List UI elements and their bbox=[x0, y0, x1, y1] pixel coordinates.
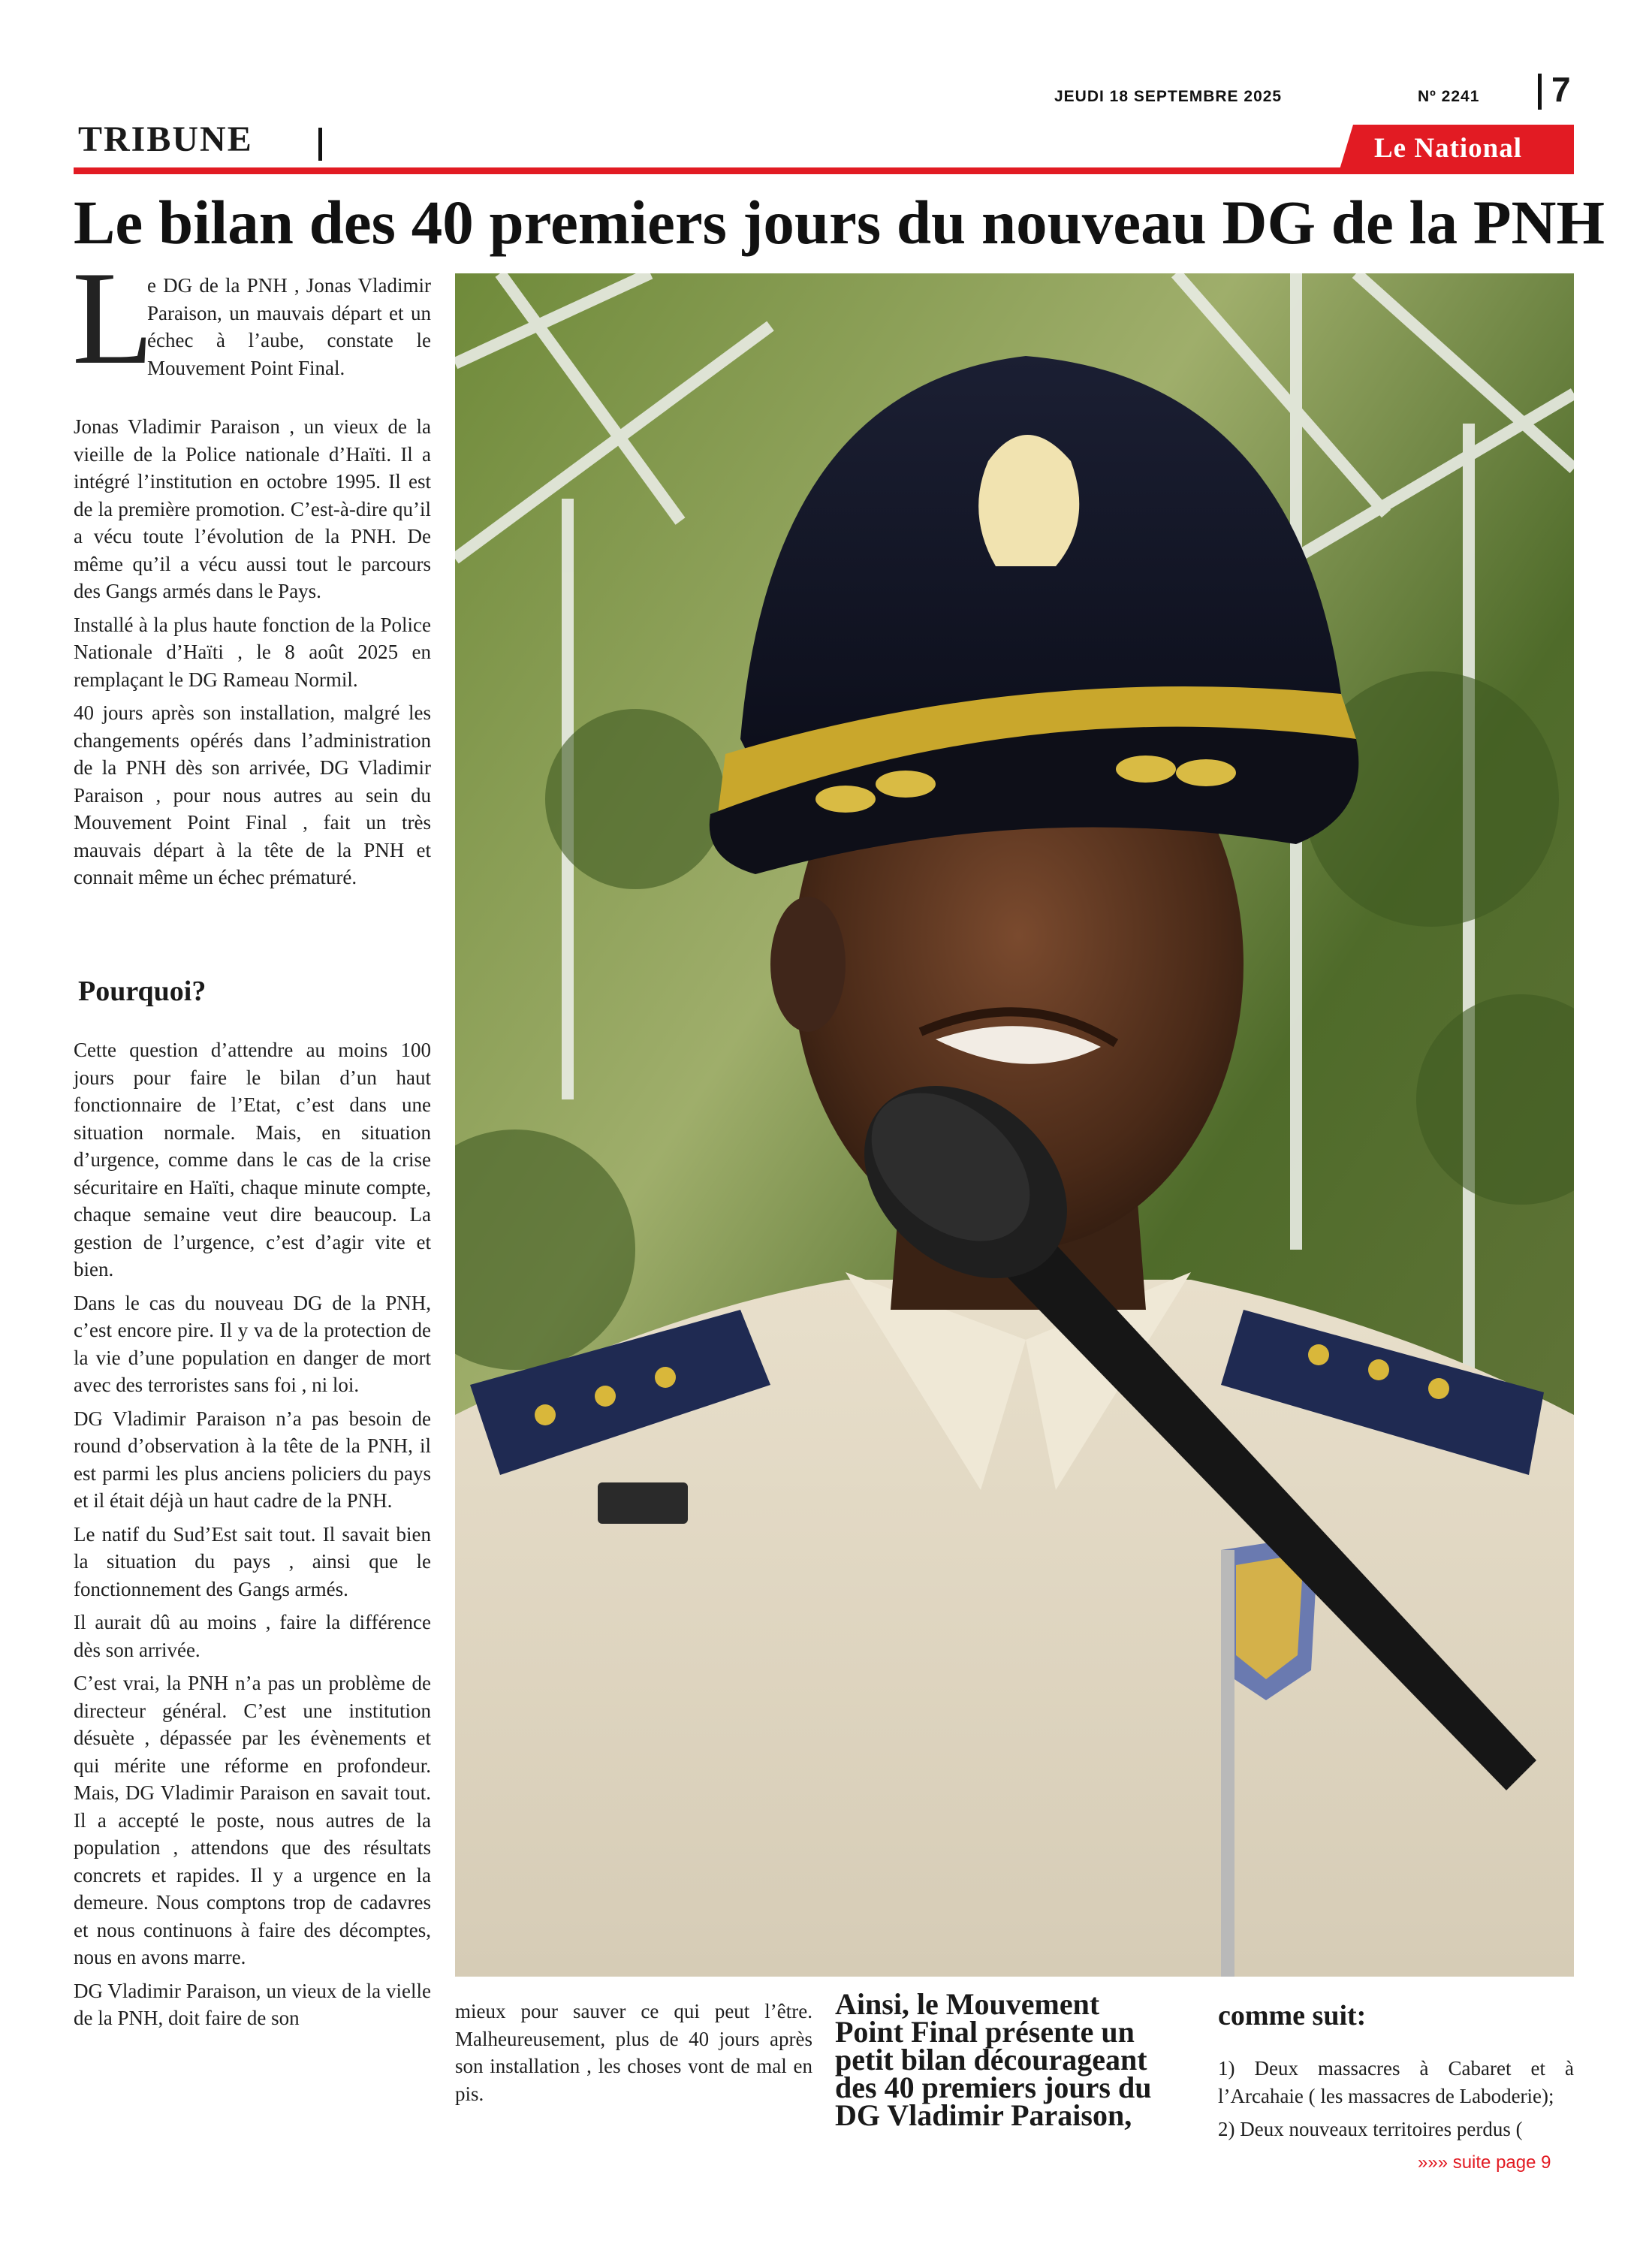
paragraph: DG Vladimir Paraison n’a pas besoin de round d’observation à la tête de la PNH, il est parmi les plus anciens policiers du pays et il était déjà un haut cadre de la PNH. bbox=[74, 1407, 431, 1512]
brand-name: Le National bbox=[1374, 133, 1523, 164]
paragraph: Il aurait dû au moins , faire la différence dès son arrivée. bbox=[74, 1611, 431, 1661]
list-heading: comme suit: bbox=[1218, 2000, 1367, 2031]
article-column-4 bbox=[1218, 2055, 1574, 2149]
paragraph: Le natif du Sud’Est sait tout. Il savait bien la situation du pays , ainsi que le fonctionnement des Gangs armés. bbox=[74, 1522, 431, 1600]
pull-quote: Ainsi, le Mouvement Point Final présente un petit bilan décourageant des 40 premiers jours du DG Vladimir Paraison, bbox=[835, 1987, 1152, 2132]
lead-text: e DG de la PNH , Jonas Vladimir Paraison, un mauvais départ et un échec à l’aube, constate le Mouvement Point Final. bbox=[147, 274, 431, 379]
article-column-1b bbox=[74, 1036, 431, 2038]
paragraph: Cette question d’attendre au moins 100 jours pour faire le bilan d’un haut fonctionnaire de l’Etat, c’est dans une situation normale. Mais, en situation d’urgence, comme dans le cas de la crise sécuritaire en Haïti, chaque minute compte, chaque semaine veut dire beaucoup. La gestion de l’urgence, c’est d’agir vite et bien. bbox=[74, 1039, 431, 1280]
paragraph: DG Vladimir Paraison, un vieux de la vielle de la PNH, doit faire de son bbox=[74, 1979, 431, 2029]
section-divider bbox=[318, 128, 322, 161]
paragraph: Installé à la plus haute fonction de la Police Nationale d’Haïti , le 8 août 2025 en remplaçant le DG Rameau Normil. bbox=[74, 613, 431, 691]
section-label: TRIBUNE bbox=[78, 119, 253, 159]
list-item: 2) Deux nouveaux territoires perdus ( bbox=[1218, 2118, 1523, 2140]
police-officer-portrait bbox=[455, 273, 1574, 1977]
paragraph: Dans le cas du nouveau DG de la PNH, c’est encore pire. Il y va de la protection de la vie d’une population en danger de mort avec des terroristes sans foi , ni loi. bbox=[74, 1291, 431, 1396]
paragraph: mieux pour sauver ce qui peut l’être. Malheureusement, plus de 40 jours après son installation , les choses vont de mal en pis. bbox=[455, 2000, 812, 2105]
paragraph: Jonas Vladimir Paraison , un vieux de la vieille de la Police nationale d’Haïti. Il a intégré l’institution en octobre 1995. Il est de la première promotion. C’est-à-dire qu’il a vécu toute l’évolution de la PNH. De même qu’il a vécu aussi tout le parcours des Gangs armés dans le Pays. bbox=[74, 415, 431, 602]
page-number: 7 bbox=[1551, 70, 1571, 109]
continuation-link[interactable]: »»» suite page 9 bbox=[1418, 2152, 1551, 2173]
subheading: Pourquoi? bbox=[78, 976, 206, 1007]
list-item: 1) Deux massacres à Cabaret et à l’Arcahaie ( les massacres de Laboderie); bbox=[1218, 2057, 1574, 2107]
article-photo bbox=[455, 273, 1574, 1977]
issue-number: Nº 2241 bbox=[1418, 88, 1480, 105]
paragraph: 40 jours après son installation, malgré les changements opérés dans l’administration de la PNH dès son arrivée, DG Vladimir Paraison , pour nous autres au sein du Mouvement Point Final , fait un très mauvais départ à la tête de la PNH et connait même un échec prématuré. bbox=[74, 701, 431, 888]
issue-date: JEUDI 18 SEPTEMBRE 2025 bbox=[1054, 88, 1283, 105]
drop-cap: L bbox=[72, 243, 154, 392]
paragraph: C’est vrai, la PNH n’a pas un problème de directeur général. C’est une institution désuète , dépassée par les évènements et qui mérite une réforme en profondeur. Mais, DG Vladimir Paraison en savait tout. Il a accepté le poste, nous autres de la population , attendons que des résultats concrets et rapides. Il y a urgence en la demeure. Nous comptons trop de cadavres et nous continuons à faire des décomptes, nous en avons marre. bbox=[74, 1672, 431, 1968]
lead-paragraph bbox=[147, 272, 431, 382]
article-column-1a bbox=[74, 413, 431, 897]
headline: Le bilan des 40 premiers jours du nouveau DG de la PNH bbox=[74, 188, 1605, 257]
article-column-2 bbox=[455, 1998, 812, 2113]
page-number-divider bbox=[1538, 74, 1542, 110]
